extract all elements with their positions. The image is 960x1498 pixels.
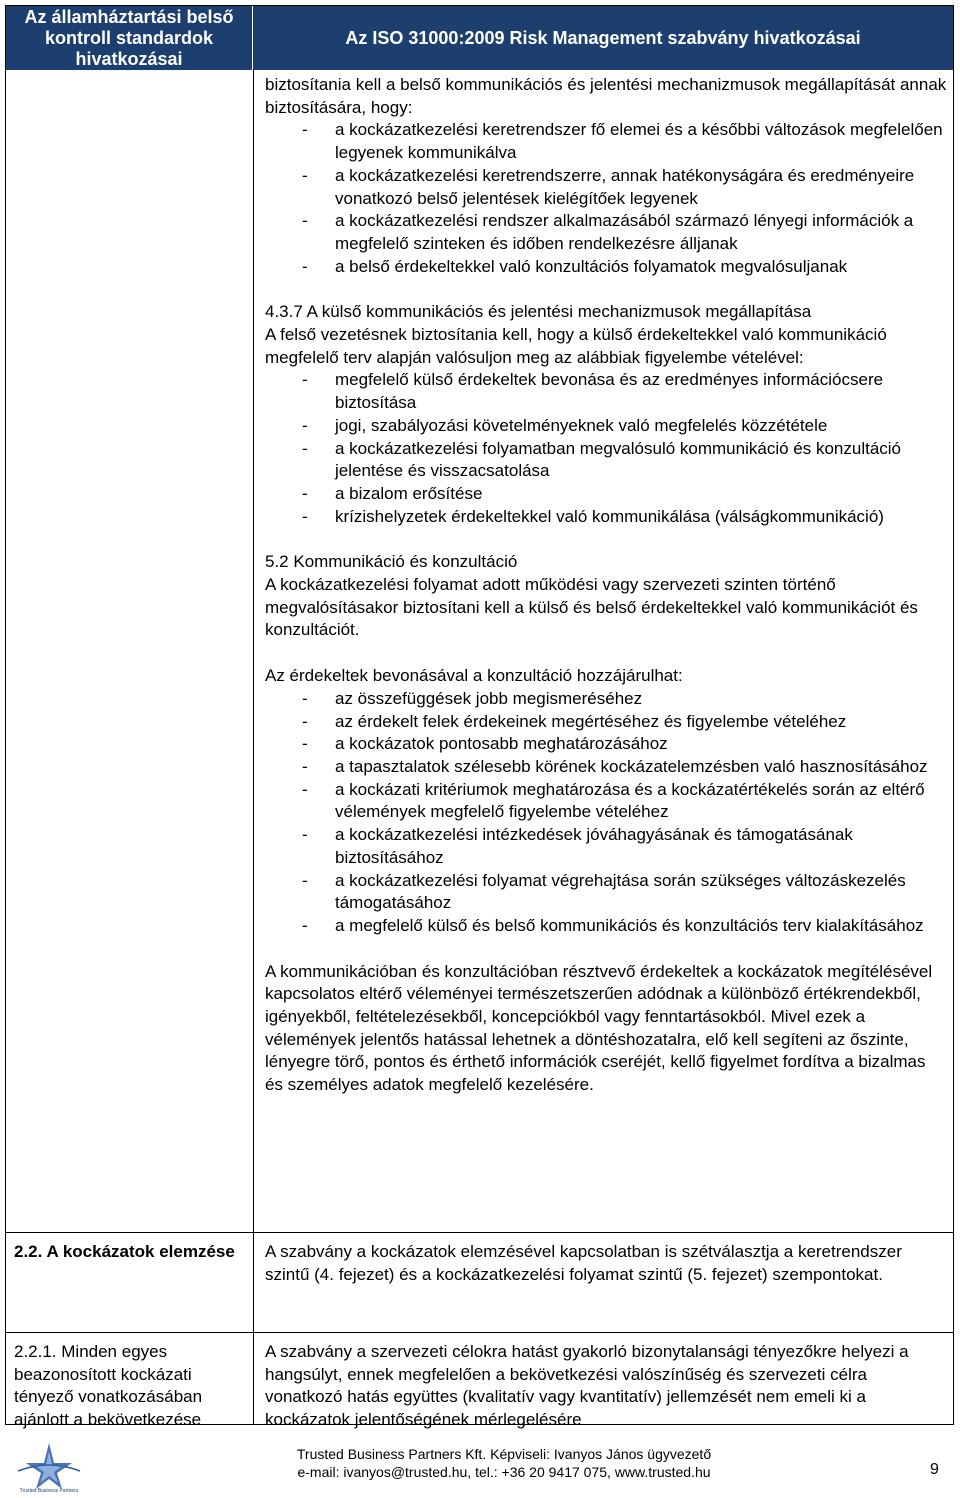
- block5-text: A kommunikációban és konzultációban résztvevő érdekeltek a kockázatok megítélésével kapcsolatos eltérő véleményei természetszerűen adódnak a különböző értékrendekből, igényekből, feltételezésekből, koncepciókból vagy fenntartásokból. Mivel ezek a vélemények jelentős hatással lehetnek a döntéshozatalra, elő kell segíteni az őszinte, lényegre törő, pontos és érthető információk cseréjét, kellő figyelmet fordítva a bizalmas és személyes adatok megfelelő kezelésére.: [265, 961, 933, 1095]
- footer-text: [244, 1445, 764, 1481]
- row2-left: 2.2. A kockázatok elemzése: [14, 1242, 235, 1261]
- block2-intro: A felső vezetésnek biztosítania kell, hogy a külső érdekeltekkel való kommunikáció megfelelő terv alapján valósuljon meg az alábbiak figyelembe vételével:: [265, 325, 887, 367]
- list-item: - jogi, szabályozási követelményeknek való megfelelés közzététele: [265, 415, 947, 438]
- block4-list: [265, 688, 947, 938]
- header-left-line: hivatkozásai: [75, 48, 183, 69]
- list-item: - a kockázatkezelési rendszer alkalmazásából származó lényegi információk a megfelelő szinteken és időben rendelkezésre álljanak: [265, 210, 947, 255]
- header-left-cell: [6, 6, 253, 70]
- list-item: - a megfelelő külső és belső kommunikációs és konzultációs terv kialakításához: [265, 915, 947, 938]
- row3-left: 2.2.1. Minden egyes beazonosított kockázati tényező vonatkozásában ajánlott a bekövetkezése: [14, 1342, 203, 1429]
- list-item: - a kockázatkezelési folyamatban megvalósuló kommunikáció és konzultáció jelentése és visszacsatolása: [265, 438, 947, 483]
- table-row: [6, 1332, 953, 1430]
- list-item: - az összefüggések jobb megismeréséhez: [265, 688, 947, 711]
- row1-content: [265, 74, 947, 1097]
- list-item: - krízishelyzetek érdekeltekkel való kommunikálása (válságkommunikáció): [265, 506, 947, 529]
- row2-content: A szabvány a kockázatok elemzésével kapcsolatban is szétválasztja a keretrendszer szintű (4. fejezet) és a kockázatkezelési folyamat szintű (5. fejezet) szempontokat.: [265, 1242, 902, 1284]
- company-logo-icon: [14, 1441, 84, 1493]
- list-item: - a kockázatkezelési intézkedések jóváhagyásának és támogatásának biztosításához: [265, 824, 947, 869]
- document-table: [5, 5, 954, 1430]
- block1-list: [265, 119, 947, 278]
- list-item: - a bizalom erősítése: [265, 483, 947, 506]
- list-item: - a belső érdekeltekkel való konzultációs folyamatok megvalósuljanak: [265, 256, 947, 279]
- block2-list: [265, 369, 947, 528]
- block4-intro: Az érdekeltek bevonásával a konzultáció hozzájárulhat:: [265, 666, 683, 686]
- header-right-cell: [253, 6, 953, 70]
- table-row: [6, 1232, 953, 1333]
- list-item: - az érdekelt felek érdekeinek megértéséhez és figyelembe vételéhez: [265, 711, 947, 734]
- list-item: - a kockázatok pontosabb meghatározásához: [265, 733, 947, 756]
- logo-caption: Trusted Business Partners: [19, 1488, 79, 1493]
- section-5-2-heading: 5.2 Kommunikáció és konzultáció: [265, 552, 518, 572]
- list-item: - a tapasztalatok szélesebb körének kockázatelemzésben való hasznosításához: [265, 756, 947, 779]
- page-number: 9: [930, 1461, 939, 1478]
- list-item: - a kockázatkezelési keretrendszerre, annak hatékonyságára és eredményeire vonatkozó belső jelentések kielégítőek legyenek: [265, 165, 947, 210]
- list-item: - a kockázatkezelési folyamat végrehajtása során szükséges változáskezelés támogatásához: [265, 870, 947, 915]
- footer-line-contact: e-mail: ivanyos@trusted.hu, tel.: +36 20 9417 075, www.trusted.hu: [297, 1464, 711, 1480]
- column-divider: [253, 70, 254, 1424]
- list-item: - a kockázati kritériumok meghatározása és a kockázatértékelés során az eltérő vélemények megfelelő figyelembe vételéhez: [265, 779, 947, 824]
- row3-content: A szabvány a szervezeti célokra hatást gyakorló bizonytalansági tényezőkre helyezi a hangsúlyt, ennek megfelelően a bekövetkezési valószínűség és szervezeti célra vonatkozó hatás együttes (kvalitatív vagy kvantitatív) jellemzését nem emeli ki a kockázatok jelentőségének mérlegelésére: [265, 1342, 909, 1430]
- header-right-title: Az ISO 31000:2009 Risk Management szabvány hivatkozásai: [345, 27, 861, 48]
- header-left-line: Az államháztartási belső: [24, 6, 234, 27]
- section-4-3-7-heading: 4.3.7 A külső kommunikációs és jelentési mechanizmusok megállapítása: [265, 302, 812, 322]
- list-item: - megfelelő külső érdekeltek bevonása és az eredményes információcsere biztosítása: [265, 369, 947, 414]
- page-footer: [0, 1425, 960, 1498]
- footer-line-company: Trusted Business Partners Kft. Képviseli: Ivanyos János ügyvezető: [296, 1446, 712, 1462]
- table-header: [6, 6, 953, 70]
- header-left-line: kontroll standardok: [44, 27, 213, 48]
- list-item: - a kockázatkezelési keretrendszer fő elemei és a későbbi változások megfelelően legyenek kommunikálva: [265, 119, 947, 164]
- block1-intro: biztosítania kell a belső kommunikációs és jelentési mechanizmusok megállapítását annak biztosítására, hogy:: [265, 75, 947, 117]
- block3-text: A kockázatkezelési folyamat adott működési vagy szervezeti szinten történő megvalósításakor biztosítani kell a külső és belső érdekeltekkel való kommunikációt és konzultációt.: [265, 575, 918, 640]
